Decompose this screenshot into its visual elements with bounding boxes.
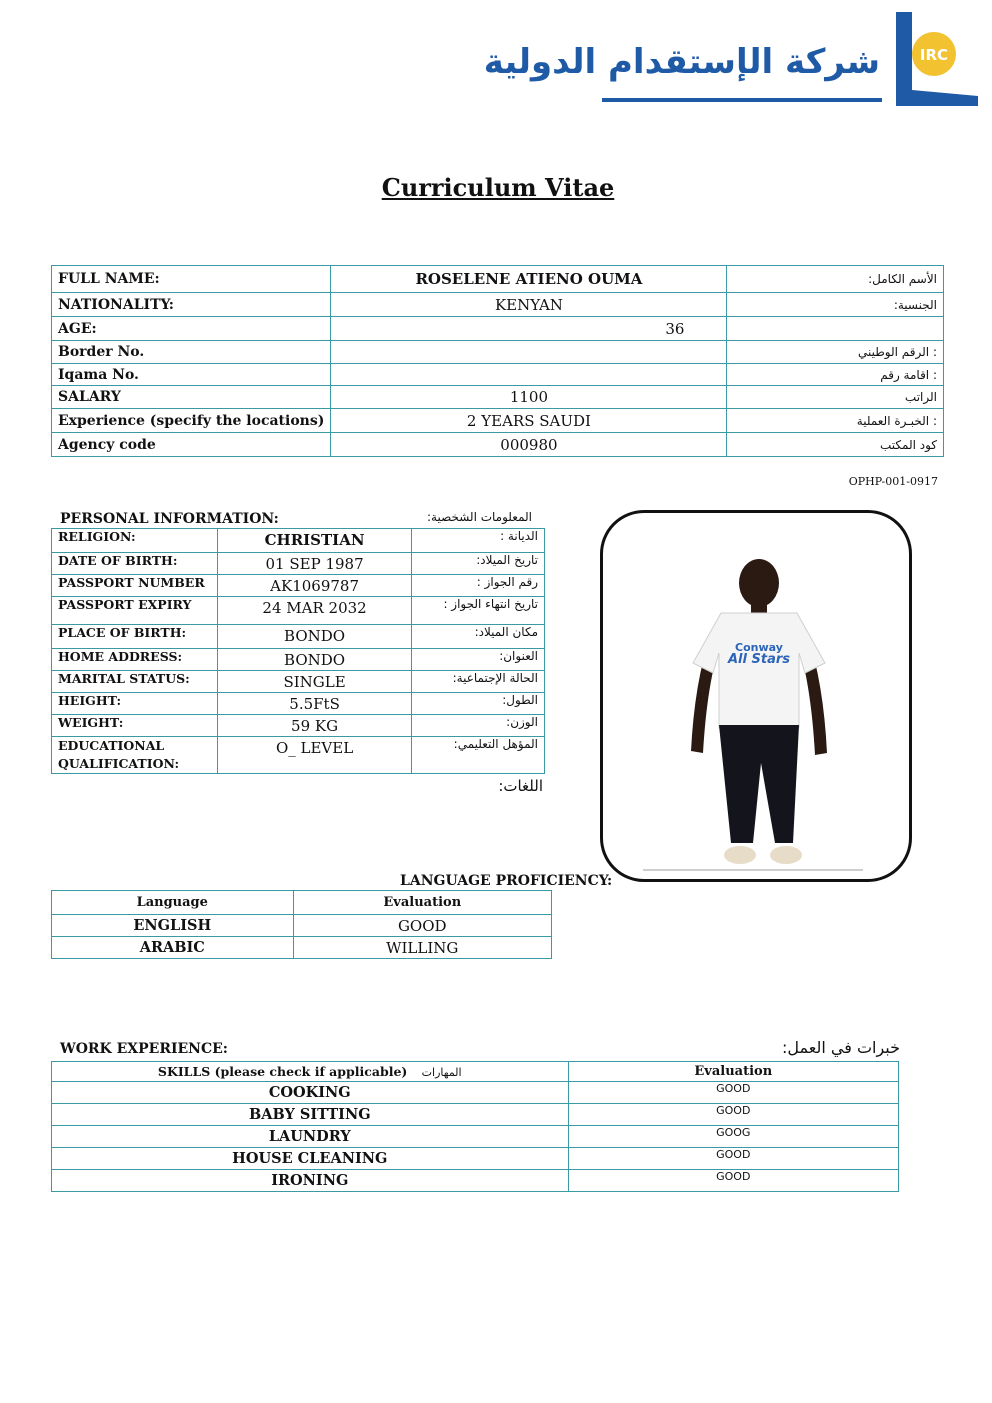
skill-evaluation: GOOD <box>568 1170 898 1192</box>
skill-row <box>52 1148 899 1170</box>
work-experience-heading: WORK EXPERIENCE: <box>60 1041 228 1057</box>
personal-info-label: HOME ADDRESS: <box>52 649 218 671</box>
main-info-arabic-label: كود المكتب <box>727 433 944 457</box>
personal-info-heading-arabic: المعلومات الشخصية: <box>426 510 532 524</box>
skill-row <box>52 1104 899 1126</box>
shirt-text-2: All Stars <box>728 652 790 667</box>
skills-table <box>51 1061 899 1192</box>
shirt-text-1: Conway <box>735 641 783 654</box>
personal-info-label: MARITAL STATUS: <box>52 671 218 693</box>
main-info-row <box>52 317 944 341</box>
personal-info-label: PLACE OF BIRTH: <box>52 625 218 649</box>
main-info-label: Border No. <box>52 341 331 364</box>
main-info-arabic-label: الجنسية: <box>727 293 944 317</box>
main-info-arabic-label <box>727 317 944 341</box>
logo-emblem-icon <box>882 12 978 108</box>
main-info-value: ROSELENE ATIENO OUMA <box>331 266 727 293</box>
language-name: ENGLISH <box>52 915 294 937</box>
personal-info-arabic-label: تاريخ انتهاء الجواز : <box>412 597 545 625</box>
personal-info-row <box>52 575 545 597</box>
personal-info-value: 01 SEP 1987 <box>217 553 411 575</box>
skill-row <box>52 1170 899 1192</box>
personal-info-row <box>52 553 545 575</box>
personal-info-value: BONDO <box>217 649 411 671</box>
personal-info-value: AK1069787 <box>217 575 411 597</box>
personal-info-label: PASSPORT EXPIRY <box>52 597 218 625</box>
personal-info-heading: PERSONAL INFORMATION: <box>60 511 279 527</box>
personal-info-arabic-label: الطول: <box>412 693 545 715</box>
main-info-label: Agency code <box>52 433 331 457</box>
personal-info-value: 59 KG <box>217 715 411 737</box>
personal-info-label: DATE OF BIRTH: <box>52 553 218 575</box>
skill-name: IRONING <box>52 1170 569 1192</box>
language-evaluation: GOOD <box>293 915 551 937</box>
skill-name: HOUSE CLEANING <box>52 1148 569 1170</box>
main-info-arabic-label: الأسم الكامل: <box>727 266 944 293</box>
main-info-row <box>52 433 944 457</box>
evaluation-column-header: Evaluation <box>293 891 551 915</box>
personal-info-value: 24 MAR 2032 <box>217 597 411 625</box>
main-info-row <box>52 266 944 293</box>
personal-info-row <box>52 715 545 737</box>
skill-row <box>52 1126 899 1148</box>
skill-evaluation-column-header: Evaluation <box>568 1062 898 1082</box>
language-table <box>51 890 552 959</box>
personal-info-label: PASSPORT NUMBER <box>52 575 218 597</box>
skill-evaluation: GOOD <box>568 1148 898 1170</box>
main-info-row <box>52 364 944 386</box>
main-info-value: 1100 <box>331 386 727 409</box>
personal-info-arabic-label: رقم الجواز : <box>412 575 545 597</box>
personal-info-row <box>52 597 545 625</box>
logo-arabic-text: شركة الإستقدام الدولية <box>483 42 880 82</box>
personal-info-row <box>52 529 545 553</box>
personal-info-arabic-label: الديانة : <box>412 529 545 553</box>
personal-info-label: WEIGHT: <box>52 715 218 737</box>
form-code: OPHP-001-0917 <box>848 475 938 488</box>
personal-info-arabic-label: الحالة الإجتماعية: <box>412 671 545 693</box>
personal-info-arabic-label: الوزن: <box>412 715 545 737</box>
main-info-label: Experience (specify the locations) <box>52 409 331 433</box>
main-info-label: Iqama No. <box>52 364 331 386</box>
language-name: ARABIC <box>52 937 294 959</box>
personal-info-table <box>51 528 545 774</box>
main-info-row <box>52 341 944 364</box>
personal-info-row <box>52 649 545 671</box>
skill-name: LAUNDRY <box>52 1126 569 1148</box>
main-info-label: FULL NAME: <box>52 266 331 293</box>
personal-info-value: 5.5FtS <box>217 693 411 715</box>
main-info-label: NATIONALITY: <box>52 293 331 317</box>
language-proficiency-heading: LANGUAGE PROFICIENCY: <box>400 873 613 889</box>
personal-info-label: EDUCATIONAL QUALIFICATION: <box>52 737 218 774</box>
skills-header-arabic: المهارات <box>421 1066 462 1079</box>
personal-info-row <box>52 625 545 649</box>
personal-info-label: HEIGHT: <box>52 693 218 715</box>
personal-info-row <box>52 693 545 715</box>
language-row <box>52 937 552 959</box>
personal-info-value: BONDO <box>217 625 411 649</box>
main-info-value: KENYAN <box>331 293 727 317</box>
personal-info-row <box>52 737 545 774</box>
candidate-photo <box>600 510 912 882</box>
personal-info-value: O_ LEVEL <box>217 737 411 774</box>
skills-header-label: SKILLS (please check if applicable) <box>157 1064 408 1079</box>
main-info-row <box>52 293 944 317</box>
main-info-value <box>331 341 727 364</box>
company-logo <box>483 12 978 108</box>
main-info-arabic-label: الراتب <box>727 386 944 409</box>
main-info-table <box>51 265 944 457</box>
language-column-header: Language <box>52 891 294 915</box>
personal-info-arabic-label: العنوان: <box>412 649 545 671</box>
skill-evaluation: GOOD <box>568 1082 898 1104</box>
skills-column-header <box>52 1062 569 1082</box>
main-info-value: 2 YEARS SAUDI <box>331 409 727 433</box>
language-row <box>52 915 552 937</box>
main-info-label: AGE: <box>52 317 331 341</box>
personal-info-label: RELIGION: <box>52 529 218 553</box>
logo-badge-text: IRC <box>919 46 949 64</box>
main-info-row <box>52 386 944 409</box>
skill-name: BABY SITTING <box>52 1104 569 1126</box>
languages-arabic-label: اللغات: <box>498 777 543 795</box>
page-title: Curriculum Vitae <box>381 173 615 202</box>
skill-name: COOKING <box>52 1082 569 1104</box>
main-info-value: 000980 <box>331 433 727 457</box>
main-info-arabic-label: : الرقم الوطيني <box>727 341 944 364</box>
main-info-value: 36 <box>331 317 727 341</box>
personal-info-arabic-label: تاريخ الميلاد: <box>412 553 545 575</box>
main-info-row <box>52 409 944 433</box>
work-experience-heading-arabic: خبرات في العمل: <box>781 1038 900 1057</box>
main-info-value <box>331 364 727 386</box>
main-info-arabic-label: : اقامة رقم <box>727 364 944 386</box>
skill-row <box>52 1082 899 1104</box>
skill-evaluation: GOOD <box>568 1104 898 1126</box>
personal-info-arabic-label: مكان الميلاد: <box>412 625 545 649</box>
logo-underline <box>602 98 882 102</box>
main-info-label: SALARY <box>52 386 331 409</box>
main-info-arabic-label: : الخبـرة العملية <box>727 409 944 433</box>
personal-info-value: CHRISTIAN <box>217 529 411 553</box>
personal-info-arabic-label: المؤهل التعليمي: <box>412 737 545 774</box>
language-evaluation: WILLING <box>293 937 551 959</box>
personal-info-row <box>52 671 545 693</box>
skill-evaluation: GOOG <box>568 1126 898 1148</box>
personal-info-value: SINGLE <box>217 671 411 693</box>
